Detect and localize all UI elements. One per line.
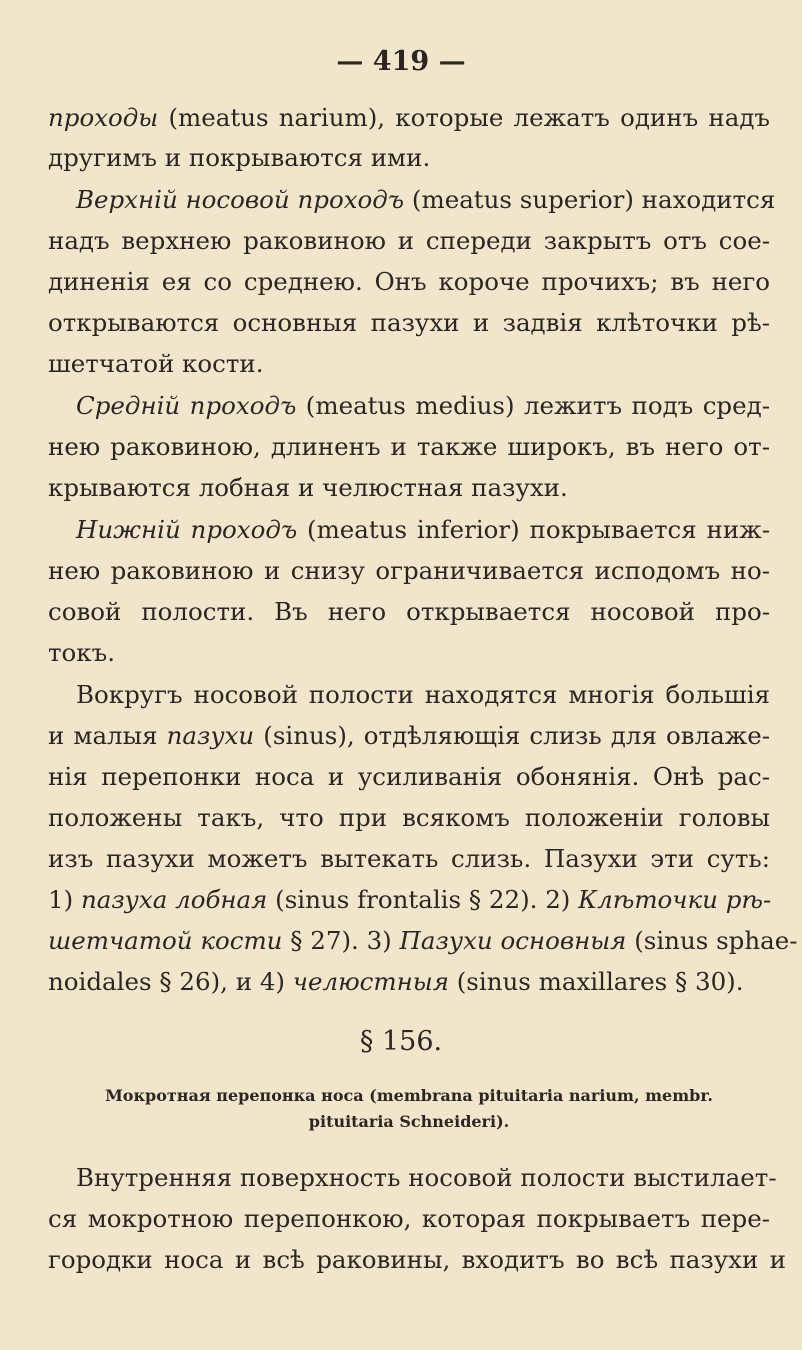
- text-line: [48, 923, 798, 959]
- text-line: нею раковиною и снизу ограничивается исподомъ но-: [48, 556, 770, 585]
- text-line: нія перепонки носа и усиливанія обонянія. Онѣ рас-: [48, 762, 770, 791]
- text-run: noidales § 26), и 4): [48, 967, 293, 996]
- italic-term: Средній проходъ: [76, 391, 297, 420]
- italic-term: Пазухи основныя: [399, 926, 627, 955]
- italic-term: проходы: [48, 103, 159, 132]
- text-line: диненія ея со среднею. Онъ короче прочихъ; въ него: [48, 267, 770, 296]
- text-line: крываются лобная и челюстная пазухи.: [48, 473, 568, 502]
- text-line: [48, 718, 770, 754]
- italic-term: Клѣточки рѣ-: [578, 885, 772, 914]
- text-run: (sinus frontalis § 22). 2): [267, 885, 579, 914]
- text-line: шетчатой кости.: [48, 349, 264, 378]
- text-line: [48, 964, 770, 1000]
- page-number: — 419 —: [336, 46, 466, 77]
- section-heading: Мокротная перепонка носа (membrana pituitaria narium, membr.: [105, 1086, 713, 1105]
- italic-term: челюстныя: [292, 967, 449, 996]
- text-line: Вокругъ носовой полости находятся многія большія: [76, 680, 770, 709]
- text-line: [48, 882, 770, 918]
- text-line: [76, 182, 776, 218]
- italic-term: пазухи: [166, 721, 255, 750]
- text-run: (meatus superior) находится: [404, 185, 776, 214]
- text-run: (sinus maxillares § 30).: [448, 967, 744, 996]
- text-line: совой полости. Въ него открывается носовой про-: [48, 597, 770, 626]
- text-line: надъ верхнею раковиною и спереди закрытъ отъ сое-: [48, 226, 770, 255]
- text-line: положены такъ, что при всякомъ положеніи головы: [48, 803, 770, 832]
- italic-term: Нижній проходъ: [76, 515, 298, 544]
- text-line: ся мокротною перепонкою, которая покрываетъ пере-: [48, 1204, 770, 1233]
- text-run: (meatus narium), которые лежатъ одинъ надъ: [158, 103, 770, 132]
- text-run: (sinus), отдѣляющія слизь для овлаже-: [254, 721, 770, 750]
- text-run: 1): [48, 885, 81, 914]
- text-line: Внутренняя поверхность носовой полости выстилает-: [76, 1163, 777, 1192]
- text-line: открываются основныя пазухи и задвія клѣточки рѣ-: [48, 308, 770, 337]
- italic-term: пазуха лобная: [80, 885, 268, 914]
- italic-term: Верхній носовой проходъ: [76, 185, 405, 214]
- section-number: § 156.: [359, 1026, 443, 1057]
- text-line: токъ.: [48, 638, 115, 667]
- text-line: другимъ и покрываются ими.: [48, 143, 431, 172]
- text-run: (sinus sphae-: [626, 926, 798, 955]
- text-line: городки носа и всѣ раковины, входитъ во всѣ пазухи и: [48, 1245, 786, 1274]
- text-run: (meatus medius) лежитъ подъ сред-: [296, 391, 770, 420]
- text-line: изъ пазухи можетъ вытекать слизь. Пазухи эти суть:: [48, 844, 770, 873]
- text-line: [76, 388, 770, 424]
- text-run: и малыя: [48, 721, 167, 750]
- section-heading-continued: pituitaria Schneideri).: [308, 1112, 510, 1131]
- text-run: (meatus inferior) покрывается ниж-: [297, 515, 770, 544]
- text-line: [76, 512, 770, 548]
- italic-term: шетчатой кости: [48, 926, 283, 955]
- text-line: нею раковиною, длиненъ и также широкъ, въ него от-: [48, 432, 770, 461]
- text-run: § 27). 3): [282, 926, 400, 955]
- text-line: [48, 100, 770, 136]
